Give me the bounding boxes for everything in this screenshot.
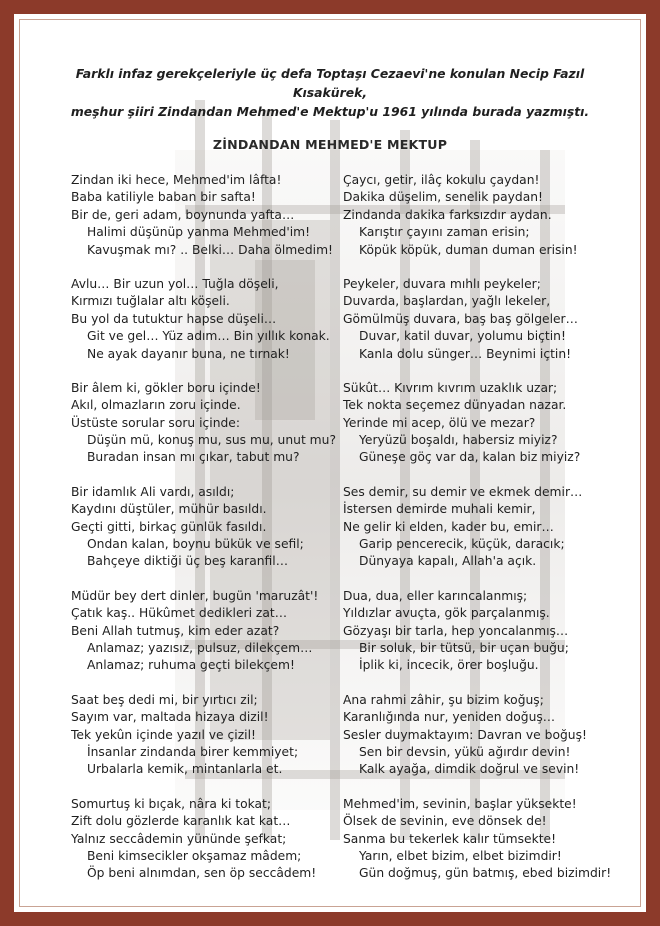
stanza [343,276,613,363]
verse-line: Tek yekûn içinde yazıl ve çizil! [71,727,256,742]
verse-line: Buradan insan mı çıkar, tabut mu? [87,450,300,465]
verse-line: Duvarda, başlardan, yağlı lekeler, [343,294,551,309]
verse-line: İplik ki, incecik, örer boşluğu. [359,658,539,673]
verse-line: Çaycı, getir, ilâç kokulu çaydan! [343,173,540,187]
stanza [343,380,613,467]
verse-line: Mehmed'im, sevinin, başlar yüksekte! [343,796,577,811]
verse-line: Sen bir devsin, yükü ağırdır devin! [359,744,571,759]
verse-line: Anlamaz; ruhuma geçti bilekçem! [87,658,295,673]
verse-line: Güneşe göç var da, kalan biz miyiz? [359,450,581,465]
verse-line: Ana rahmi zâhir, şu bizim koğuş; [343,692,544,707]
verse-line: Kavuşmak mı? .. Belki… Daha ölmedim! [87,242,333,257]
stanza [343,796,613,883]
verse-line: Yerinde mi acep, ölü ve mezar? [343,415,536,430]
verse-line: Bir idamlık Ali vardı, asıldı; [71,484,235,499]
verse-line: Dakika düşelim, senelik paydan! [343,190,543,205]
verse-line: Geçti gitti, birkaç günlük fasıldı. [71,519,267,534]
verse-line: İnsanlar zindanda birer kemmiyet; [87,744,299,759]
verse-line: Halimi düşünüp yanma Mehmed'im! [87,225,311,240]
stanza [71,276,341,363]
verse-line: Düşün mü, konuş mu, sus mu, unut mu? [87,433,336,448]
verse-line: Ne ayak dayanır buna, ne tırnak! [87,346,290,361]
verse-line: Kanla dolu sünger… Beynimi içtin! [359,346,572,361]
verse-line: Bu yol da tutuktur hapse düşeli… [71,311,277,326]
verse-line: Karıştır çayını zaman erisin; [359,225,530,240]
verse-line: Çatık kaş.. Hükûmet dedikleri zat… [71,606,287,621]
verse-line: Bir soluk, bir tütsü, bir uçan buğu; [359,640,569,655]
stanza [71,588,341,675]
verse-line: Üstüste sorular soru içinde: [71,415,241,430]
verse-line: Beni kimsecikler okşamaz mâdem; [87,848,302,863]
verse-line: Müdür bey dert dinler, bugün 'maruzât'! [71,588,319,603]
stanza [343,172,613,259]
verse-line: Sükût… Kıvrım kıvrım uzaklık uzar; [343,380,558,395]
verse-line: Yeryüzü boşaldı, habersiz miyiz? [359,433,558,448]
verse-line: Peykeler, duvara mıhlı peykeler; [343,276,541,291]
intro-note [40,64,620,121]
verse-line: Sanma bu tekerlek kalır tümsekte! [343,831,557,846]
verse-line: Anlamaz; yazısız, pulsuz, dilekçem… [87,640,313,655]
verse-line: Urbalarla kemik, mintanlarla et. [87,762,283,777]
verse-line: Yarın, elbet bizim, elbet bizimdir! [359,848,562,863]
stanza [71,692,341,779]
verse-line: Baba katiliyle baban bir safta! [71,190,256,205]
verse-line: Bir de, geri adam, boynunda yafta… [71,207,295,222]
verse-line: Kalk ayağa, dimdik doğrul ve sevin! [359,762,580,777]
verse-line: Akıl, olmazların zoru içinde. [71,398,241,413]
verse-line: Ondan kalan, boynu bükük ve sefil; [87,537,304,552]
stanza [71,796,341,883]
poem-left-column [71,172,341,900]
stanza [71,484,341,571]
poem-title: ZİNDANDAN MEHMED'E MEKTUP [212,137,448,152]
verse-line: Beni Allah tutmuş, kim eder azat? [71,623,280,638]
verse-line: Dünyaya kapalı, Allah'a açık. [359,554,537,569]
verse-line: İstersen demirde muhali kemir, [343,502,536,517]
verse-line: Gömülmüş duvara, baş baş gölgeler… [343,311,578,326]
verse-line: Karanlığında nur, yeniden doğuş… [343,710,556,725]
stanza [343,484,613,571]
verse-line: Ses demir, su demir ve ekmek demir… [343,484,583,499]
verse-line: Zift dolu gözlerde karanlık kat kat… [71,814,291,829]
stanza [71,172,341,259]
verse-line: Öp beni alnımdan, sen öp seccâdem! [87,866,317,881]
verse-line: Saat beş dedi mi, bir yırtıcı zil; [71,692,258,707]
verse-line: Avlu… Bir uzun yol… Tuğla döşeli, [71,276,279,291]
verse-line: Sayım var, maltada hizaya dizil! [71,710,269,725]
stanza [343,692,613,779]
verse-line: Köpük köpük, duman duman erisin! [359,242,578,257]
verse-line: Yıldızlar avuçta, gök parçalanmış. [343,606,550,621]
verse-line: Ne gelir ki elden, kader bu, emir… [343,519,554,534]
intro-line-2: meşhur şiiri Zindandan Mehmed'e Mektup'u 1961 yılında burada yazmıştı. [70,104,590,119]
verse-line: Git ve gel… Yüz adım… Bin yıllık konak. [87,329,330,344]
verse-line: Bir âlem ki, gökler boru içinde! [71,380,261,395]
poem-right-column [343,172,613,900]
verse-line: Bahçeye diktiği üç beş karanfil… [87,554,288,569]
stanza [71,380,341,467]
verse-line: Dua, dua, eller karıncalanmış; [343,588,528,603]
verse-line: Sesler duymaktayım: Davran ve boğuş! [343,727,587,742]
verse-line: Yalnız seccâdemin yününde şefkat; [71,831,287,846]
verse-line: Garip pencerecik, küçük, daracık; [359,537,565,552]
verse-line: Gözyaşı bir tarla, hep yoncalanmış… [343,623,569,638]
verse-line: Gün doğmuş, gün batmış, ebed bizimdir! [359,866,612,881]
verse-line: Tek nokta seçemez dünyadan nazar. [343,398,567,413]
verse-line: Ölsek de sevinin, eve dönsek de! [343,814,547,829]
stanza [343,588,613,675]
intro-line-1: Farklı infaz gerekçeleriyle üç defa Toptaşı Cezaevi'ne konulan Necip Fazıl Kısakürek, [75,66,585,100]
verse-line: Kaydını düştüler, mühür basıldı. [71,502,267,517]
verse-line: Zindan iki hece, Mehmed'im lâfta! [71,173,282,187]
verse-line: Duvar, katil duvar, yolumu biçtin! [359,329,566,344]
verse-line: Somurtuş ki bıçak, nâra ki tokat; [71,796,272,811]
verse-line: Kırmızı tuğlalar altı köşeli. [71,294,230,309]
verse-line: Zindanda dakika farksızdır aydan. [343,207,552,222]
